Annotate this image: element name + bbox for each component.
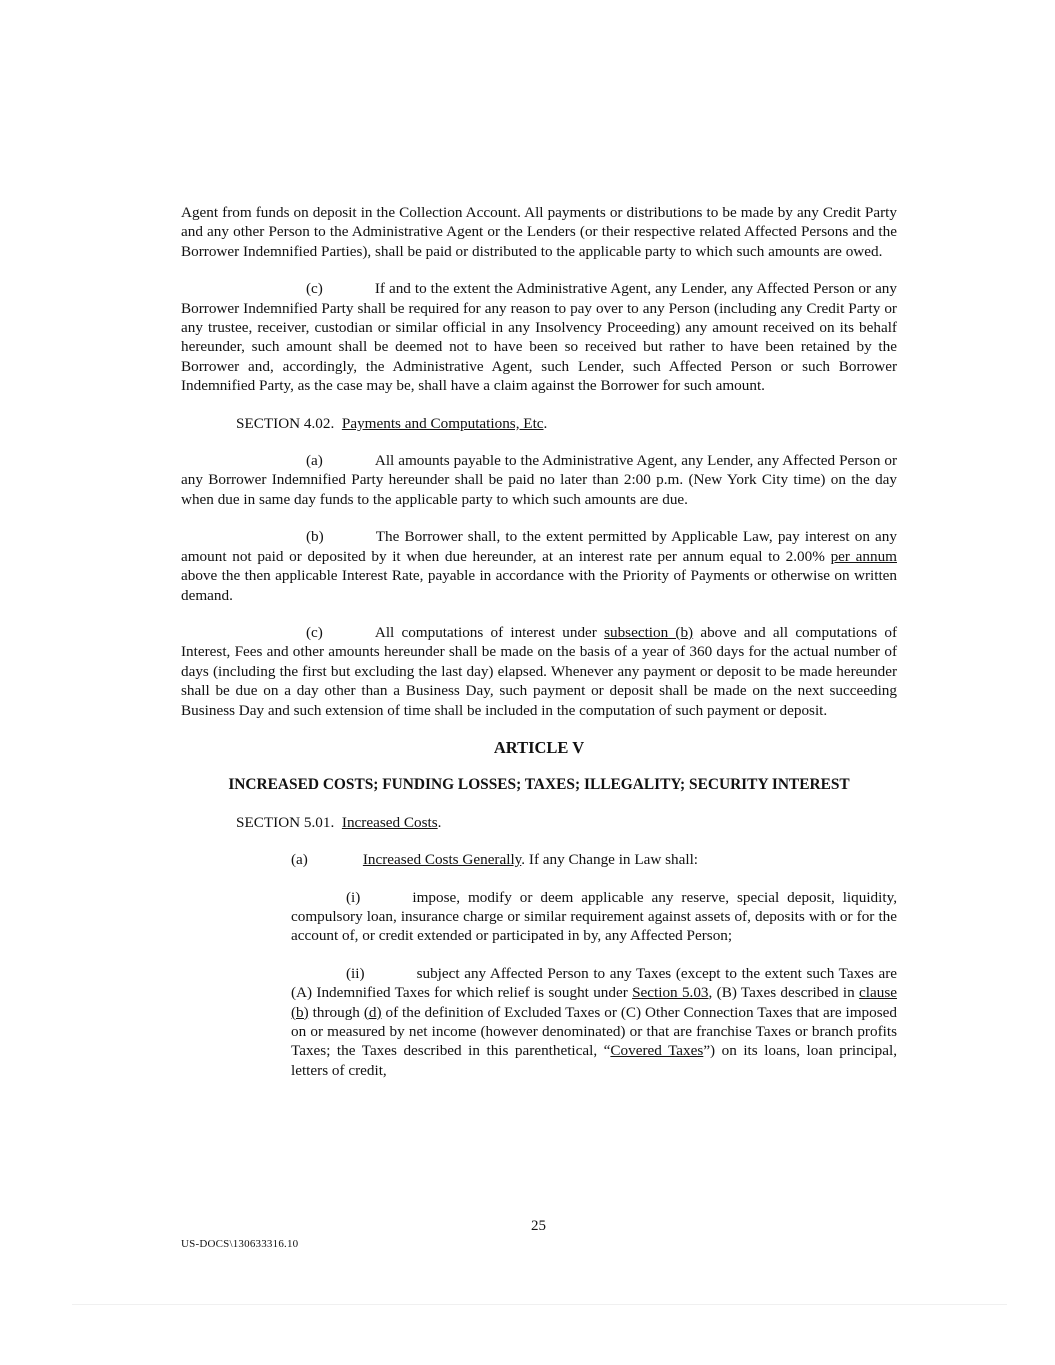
- clause-text: subject any Affected Person to any Taxes (except to the extent such Taxes are (A) Indemnified Taxes for which relief is sought under: [291, 964, 897, 1002]
- article-title: ARTICLE V: [493, 737, 585, 757]
- document-id: US-DOCS\130633316.10: [181, 1238, 299, 1250]
- clause-label: (i): [346, 888, 361, 906]
- clause-text: , (B) Taxes described in: [708, 984, 860, 1002]
- clause-label: (a): [291, 851, 308, 869]
- clause-text: All amounts payable to the Administrative Agent, any Lender, any Affected Person or any Borrower Indemnified Party hereunder shall be paid no later than 2:00 p.m. (New York City time) on the day when due in same day funds to the applicable party to which such amounts are due.: [181, 452, 897, 508]
- clause-text: through: [308, 1003, 364, 1021]
- document-body: [181, 203, 897, 1080]
- clause-label: (b): [306, 528, 324, 546]
- section-4-02-heading: [181, 414, 897, 433]
- paragraph-5-01-a: [181, 850, 897, 869]
- clause-label: (ii): [346, 964, 365, 982]
- section-title-period: .: [437, 813, 442, 831]
- underlined-term: per annum: [830, 547, 897, 565]
- clause-text: If and to the extent the Administrative Agent, any Lender, any Affected Person or any Borrower Indemnified Party shall be required for any reason to pay over to any Person (including any Credit Party or any trustee, receiver, custodian or similar official in any Insolvency Proceeding) any amount received on its behalf hereunder, such amount shall be deemed not to have been so received but rather to have been retained by the Borrower and, accordingly, the Administrative Agent, such Lender, such Affected Person or such Borrower Indemnified Party, as the case may be, shall have a claim against the Borrower for such amount.: [181, 280, 897, 395]
- clause-label: (c): [306, 280, 323, 298]
- paragraph-4-02-b: [181, 527, 897, 605]
- clause-text: impose, modify or deem applicable any reserve, special deposit, liquidity, compulsory loan, insurance charge or similar requirement against assets of, deposits with or for the account of, or credit extended or participated in by, any Affected Person;: [291, 888, 897, 945]
- clause-text: All computations of interest under: [374, 623, 605, 641]
- clause-label: (a): [306, 452, 323, 470]
- page-bottom-rule: [72, 1304, 1007, 1305]
- paragraph-continuation: Agent from funds on deposit in the Collection Account. All payments or distributions to be made by any Credit Party and any other Person to the Administrative Agent or the Lenders (or their respective related Affected Persons and the Borrower Indemnified Parties), shall be paid or distributed to the applicable party to which such amounts are owed.: [181, 204, 897, 260]
- clause-label: (c): [306, 623, 323, 641]
- section-number: SECTION 5.01.: [236, 813, 335, 831]
- section-title: Increased Costs: [341, 813, 438, 831]
- page-number: 25: [531, 1218, 546, 1234]
- cross-reference: Section 5.03: [632, 984, 709, 1002]
- article-subtitle: INCREASED COSTS; FUNDING LOSSES; TAXES; ILLEGALITY; SECURITY INTEREST: [228, 776, 850, 794]
- section-title: Payments and Computations, Etc: [341, 414, 544, 432]
- section-number: SECTION 4.02.: [236, 414, 335, 432]
- paragraph-4-02-c: [181, 623, 897, 720]
- section-5-01-heading: [181, 813, 897, 832]
- defined-term: Covered Taxes: [610, 1042, 704, 1060]
- cross-reference: (d): [363, 1003, 382, 1021]
- clause-text: above and all computations of Interest, Fees and other amounts hereunder shall be made on the basis of a year of 360 days for the actual number of days (including the first but excluding the last day) elapsed. Whenever any payment or deposit to be made hereunder shall be due on a day other than a Business Day, such payment or deposit shall be made on the next succeeding Business Day and such extension of time shall be included in the computation of such payment or deposit.: [181, 623, 898, 719]
- clause-text: above the then applicable Interest Rate, payable in accordance with the Priority of Payments or otherwise on written demand.: [181, 567, 897, 604]
- cross-reference: subsection (b): [604, 623, 694, 641]
- paragraph-4-01-c: [181, 279, 897, 395]
- section-title-period: .: [543, 414, 548, 432]
- paragraph-5-01-a-ii: [291, 964, 897, 1080]
- clause-title: Increased Costs Generally: [362, 851, 522, 869]
- paragraph-5-01-a-i: [291, 888, 897, 946]
- paragraph-4-02-a: [181, 451, 897, 509]
- clause-text: . If any Change in Law shall:: [521, 851, 699, 869]
- clause-text: of the definition of Excluded Taxes or (C) Other Connection Taxes that are imposed on or measured by net income (however denominated) or that are franchise Taxes or branch profits Taxes; the Taxes described in this parenthetical, “: [291, 1003, 897, 1060]
- cross-reference: clause (b): [291, 984, 897, 1021]
- clause-text: The Borrower shall, to the extent permitted by Applicable Law, pay interest on any amount not paid or deposited by it when due hereunder, at an interest rate per annum equal to 2.00%: [181, 528, 897, 565]
- clause-text: ”) on its loans, loan principal, letters of credit,: [291, 1042, 897, 1079]
